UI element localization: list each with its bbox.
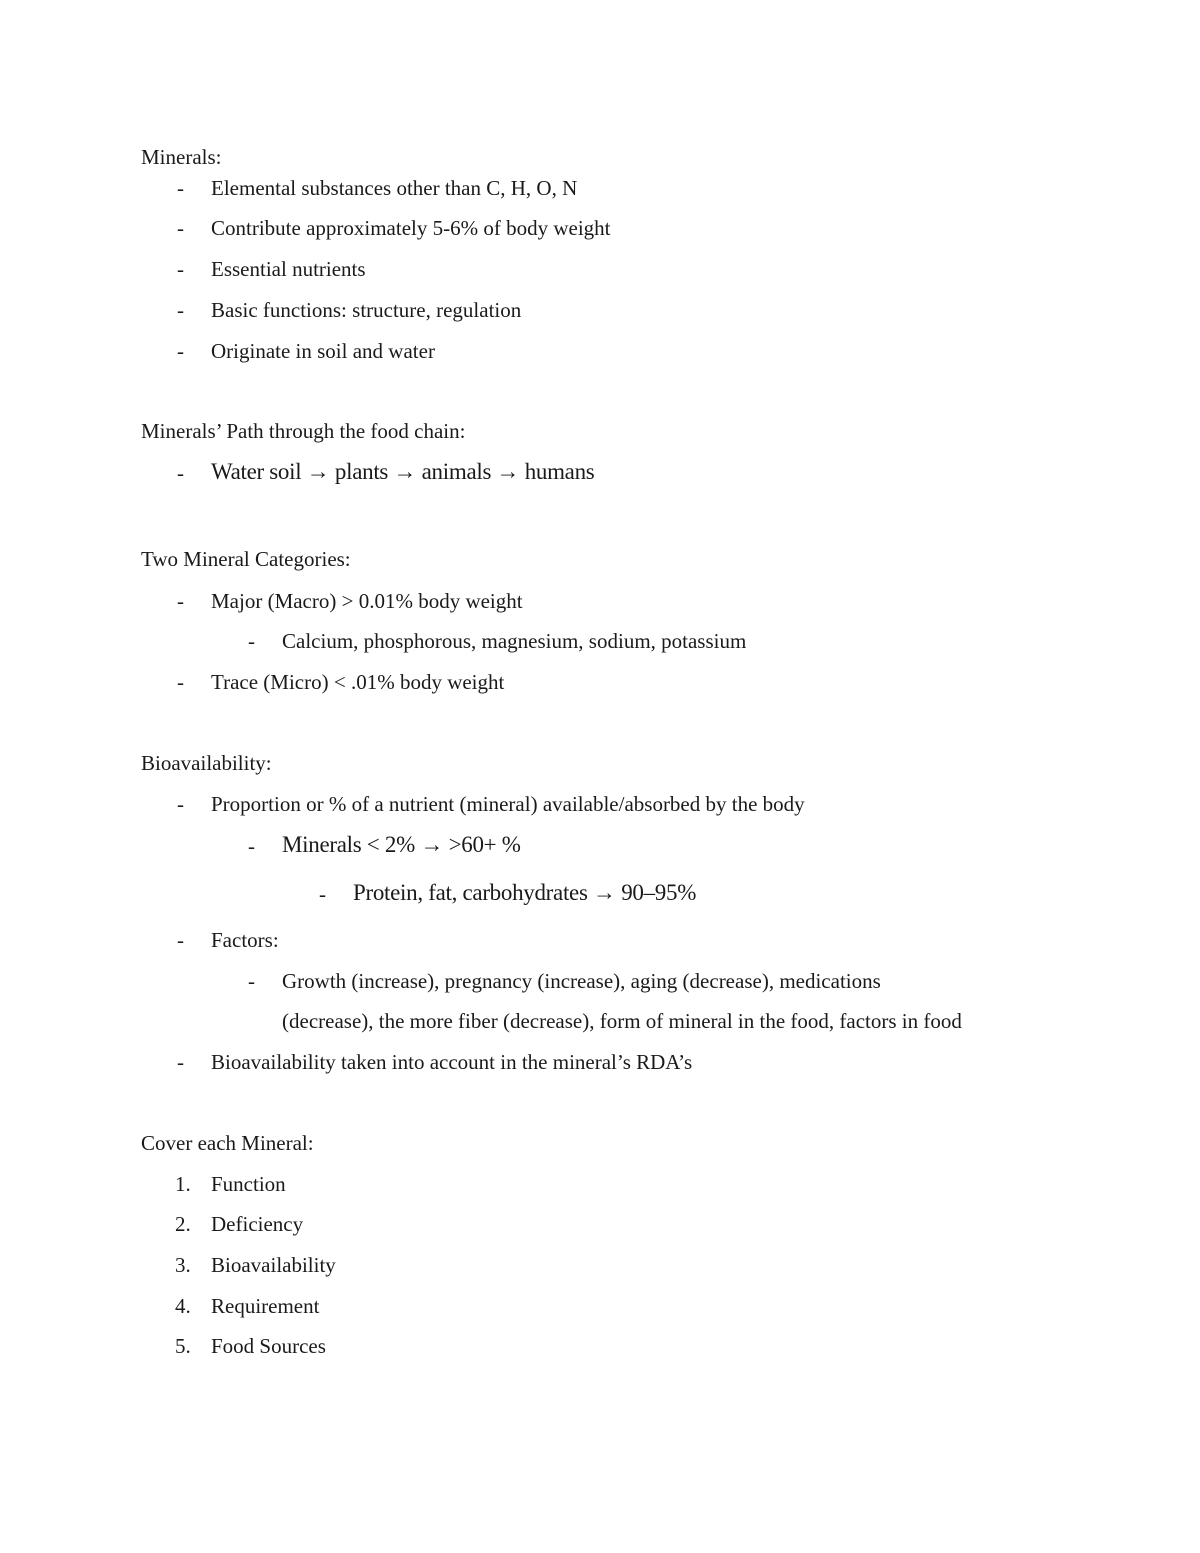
bioavailability-heading: Bioavailability:	[141, 751, 272, 775]
factors-text: Growth (increase), pregnancy (increase), aging (decrease), medications	[282, 969, 881, 993]
cover-heading: Cover each Mineral:	[141, 1131, 314, 1155]
factors-text: (decrease), the more fiber (decrease), form of mineral in the food, factors in food	[282, 1009, 962, 1033]
major-minerals-list: Calcium, phosphorous, magnesium, sodium, potassium	[282, 629, 747, 653]
factors-label: Factors:	[211, 928, 279, 952]
minerals-item: Originate in soil and water	[211, 339, 435, 363]
list-item: Function	[211, 1172, 286, 1196]
bullet-dash: -	[177, 589, 184, 613]
minerals-heading: Minerals:	[141, 145, 222, 169]
list-number: 4.	[175, 1294, 191, 1318]
bullet-dash: -	[177, 928, 184, 952]
bullet-dash: -	[177, 176, 184, 200]
bullet-dash: -	[177, 216, 184, 240]
bullet-dash: -	[319, 882, 326, 906]
list-number: 1.	[175, 1172, 191, 1196]
bullet-dash: -	[177, 461, 184, 485]
bullet-dash: -	[177, 670, 184, 694]
list-number: 2.	[175, 1212, 191, 1236]
minerals-item: Elemental substances other than C, H, O, N	[211, 176, 578, 200]
minerals-item: Essential nutrients	[211, 257, 366, 281]
minerals-item: Contribute approximately 5-6% of body weight	[211, 216, 611, 240]
macronutrient-absorption: Protein, fat, carbohydrates → 90–95%	[353, 880, 697, 905]
bioavailability-definition: Proportion or % of a nutrient (mineral) available/absorbed by the body	[211, 792, 805, 816]
bullet-dash: -	[248, 834, 255, 858]
rda-note: Bioavailability taken into account in the mineral’s RDA’s	[211, 1050, 693, 1074]
bullet-dash: -	[177, 298, 184, 322]
bullet-dash: -	[177, 339, 184, 363]
categories-heading: Two Mineral Categories:	[141, 547, 351, 571]
minerals-item: Basic functions: structure, regulation	[211, 298, 522, 322]
list-item: Food Sources	[211, 1334, 326, 1358]
list-number: 5.	[175, 1334, 191, 1358]
major-category: Major (Macro) > 0.01% body weight	[211, 589, 523, 613]
bullet-dash: -	[177, 257, 184, 281]
bullet-dash: -	[248, 629, 255, 653]
minerals-absorption: Minerals < 2% → >60+ %	[282, 832, 521, 857]
list-item: Requirement	[211, 1294, 320, 1318]
list-number: 3.	[175, 1253, 191, 1277]
trace-category: Trace (Micro) < .01% body weight	[211, 670, 505, 694]
list-item: Bioavailability	[211, 1253, 336, 1277]
bullet-dash: -	[177, 792, 184, 816]
path-heading: Minerals’ Path through the food chain:	[141, 419, 466, 443]
list-item: Deficiency	[211, 1212, 304, 1236]
bullet-dash: -	[248, 969, 255, 993]
bullet-dash: -	[177, 1050, 184, 1074]
food-chain-line: Water soil → plants → animals → humans	[211, 459, 595, 484]
